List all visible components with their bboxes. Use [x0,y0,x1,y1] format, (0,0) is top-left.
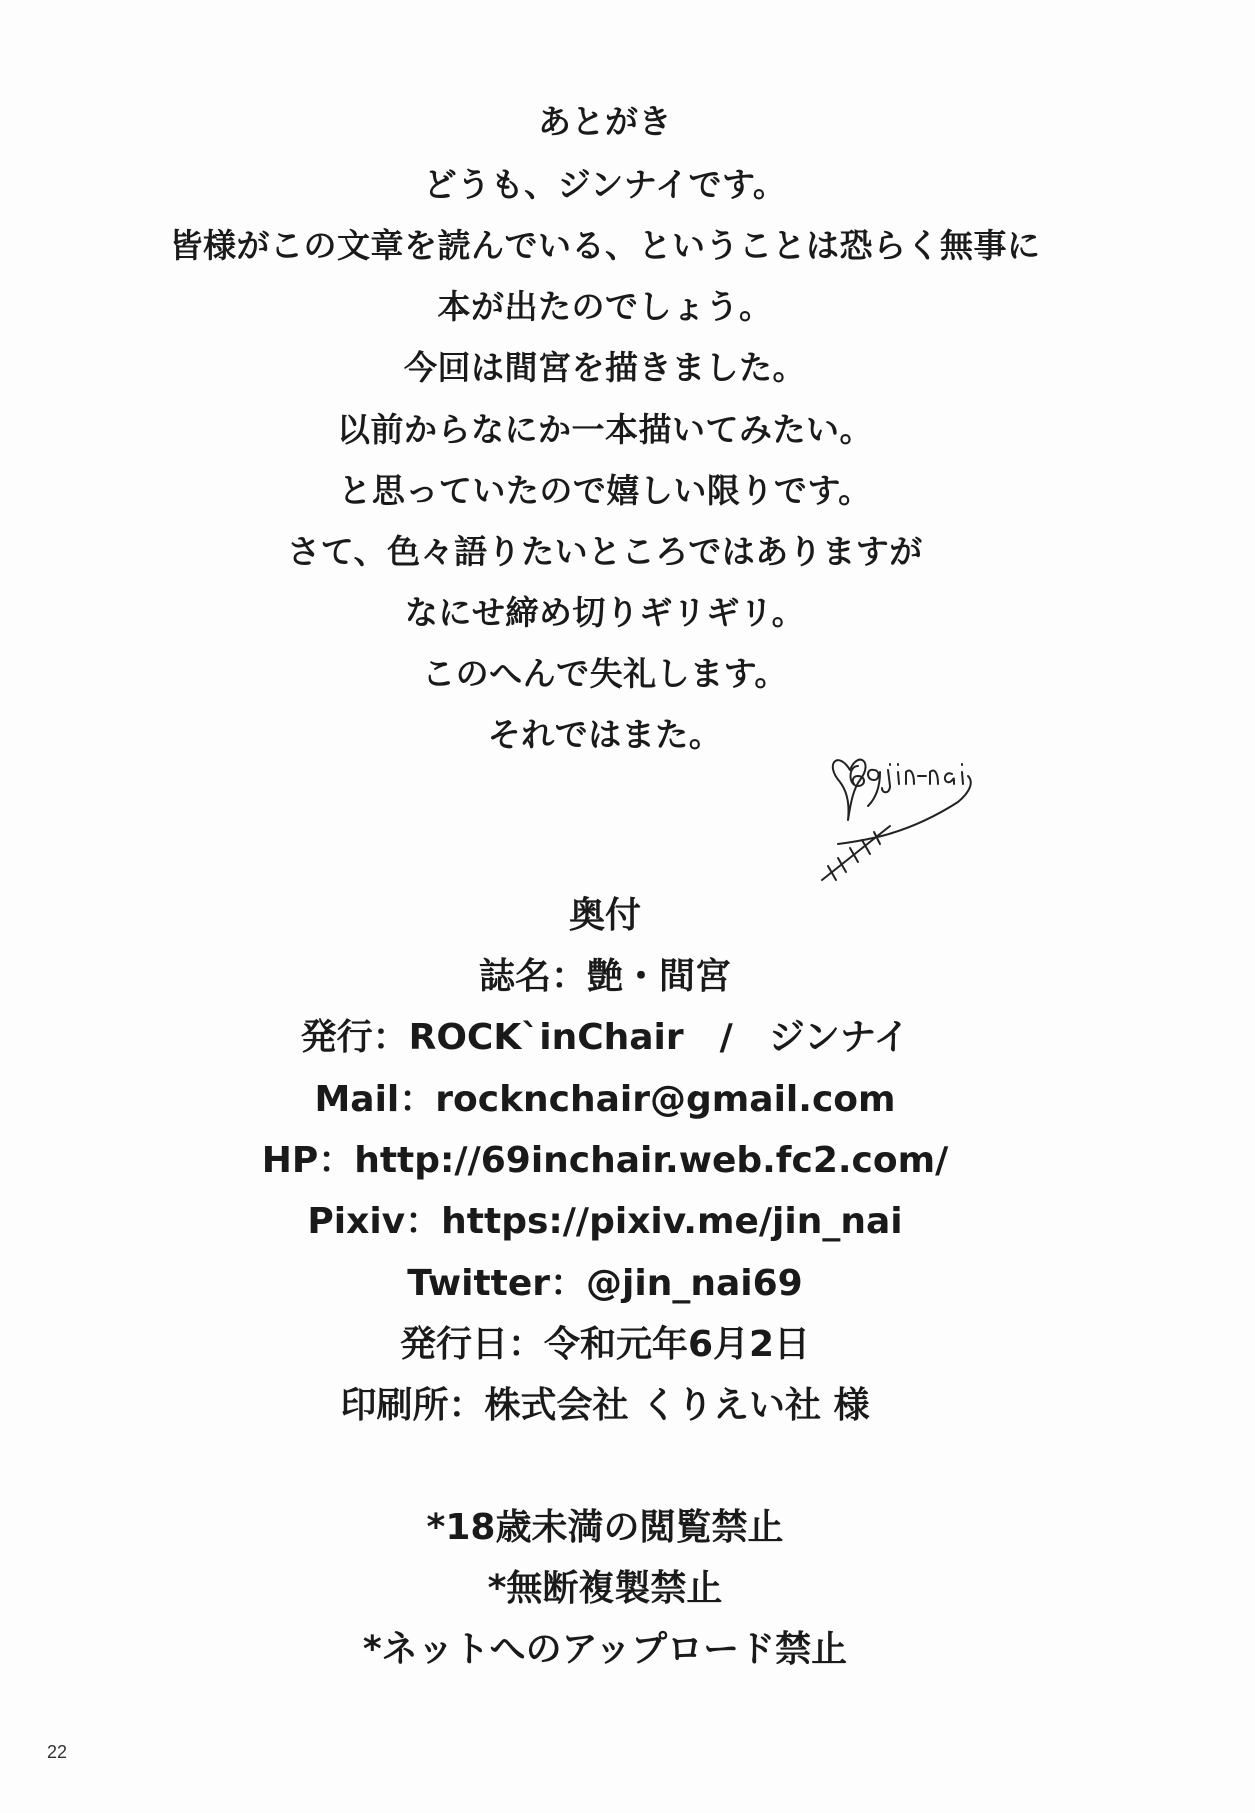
colophon-mail: Mail：rocknchair@gmail.com [314,1079,896,1120]
colophon-magazine-name: 誌名：艶・間宮 [478,956,731,997]
page-number: 22 [47,1742,68,1762]
colophon-pixiv: Pixiv：https://pixiv.me/jin_nai [307,1201,903,1242]
notice-age-restriction: *18歳未満の閲覧禁止 [426,1507,784,1548]
colophon-title: 奥付 [568,895,641,936]
afterword-line-8: なにせ締め切りギリギリ。 [404,593,806,632]
afterword-line-4: 今回は間宮を描きました。 [404,348,806,387]
afterword-line-9: このへんで失礼します。 [422,654,788,693]
notice-no-upload: *ネットへのアップロード禁止 [362,1629,848,1670]
afterword-line-10: それではまた。 [487,715,723,754]
afterword-line-2: 皆様がこの文章を読んでいる、ということは恐らく無事に [169,226,1041,265]
signature-image [818,742,978,892]
colophon-homepage: HP：http://69inchair.web.fc2.com/ [261,1140,949,1181]
afterword-line-5: 以前からなにか一本描いてみたい。 [337,410,873,449]
afterword-title: あとがき [538,102,672,141]
colophon-publisher: 発行：ROCK`inChair / ジンナイ [300,1017,910,1058]
colophon-publish-date: 発行日：令和元年6月2日 [399,1324,811,1365]
afterword-line-1: どうも、ジンナイです。 [423,165,787,204]
notice-no-copying: *無断複製禁止 [487,1568,723,1609]
afterword-line-6: と思っていたので嬉しい限りです。 [338,471,872,510]
colophon-printer: 印刷所：株式会社 くりえい社 様 [340,1385,870,1426]
svg-text:69 jin-nai: 69 jin-nai [898,822,903,823]
afterword-line-3: 本が出たのでしょう。 [437,287,773,326]
colophon-twitter: Twitter：@jin_nai69 [407,1263,803,1304]
afterword-line-7: さて、色々語りたいところではありますが [287,532,923,571]
